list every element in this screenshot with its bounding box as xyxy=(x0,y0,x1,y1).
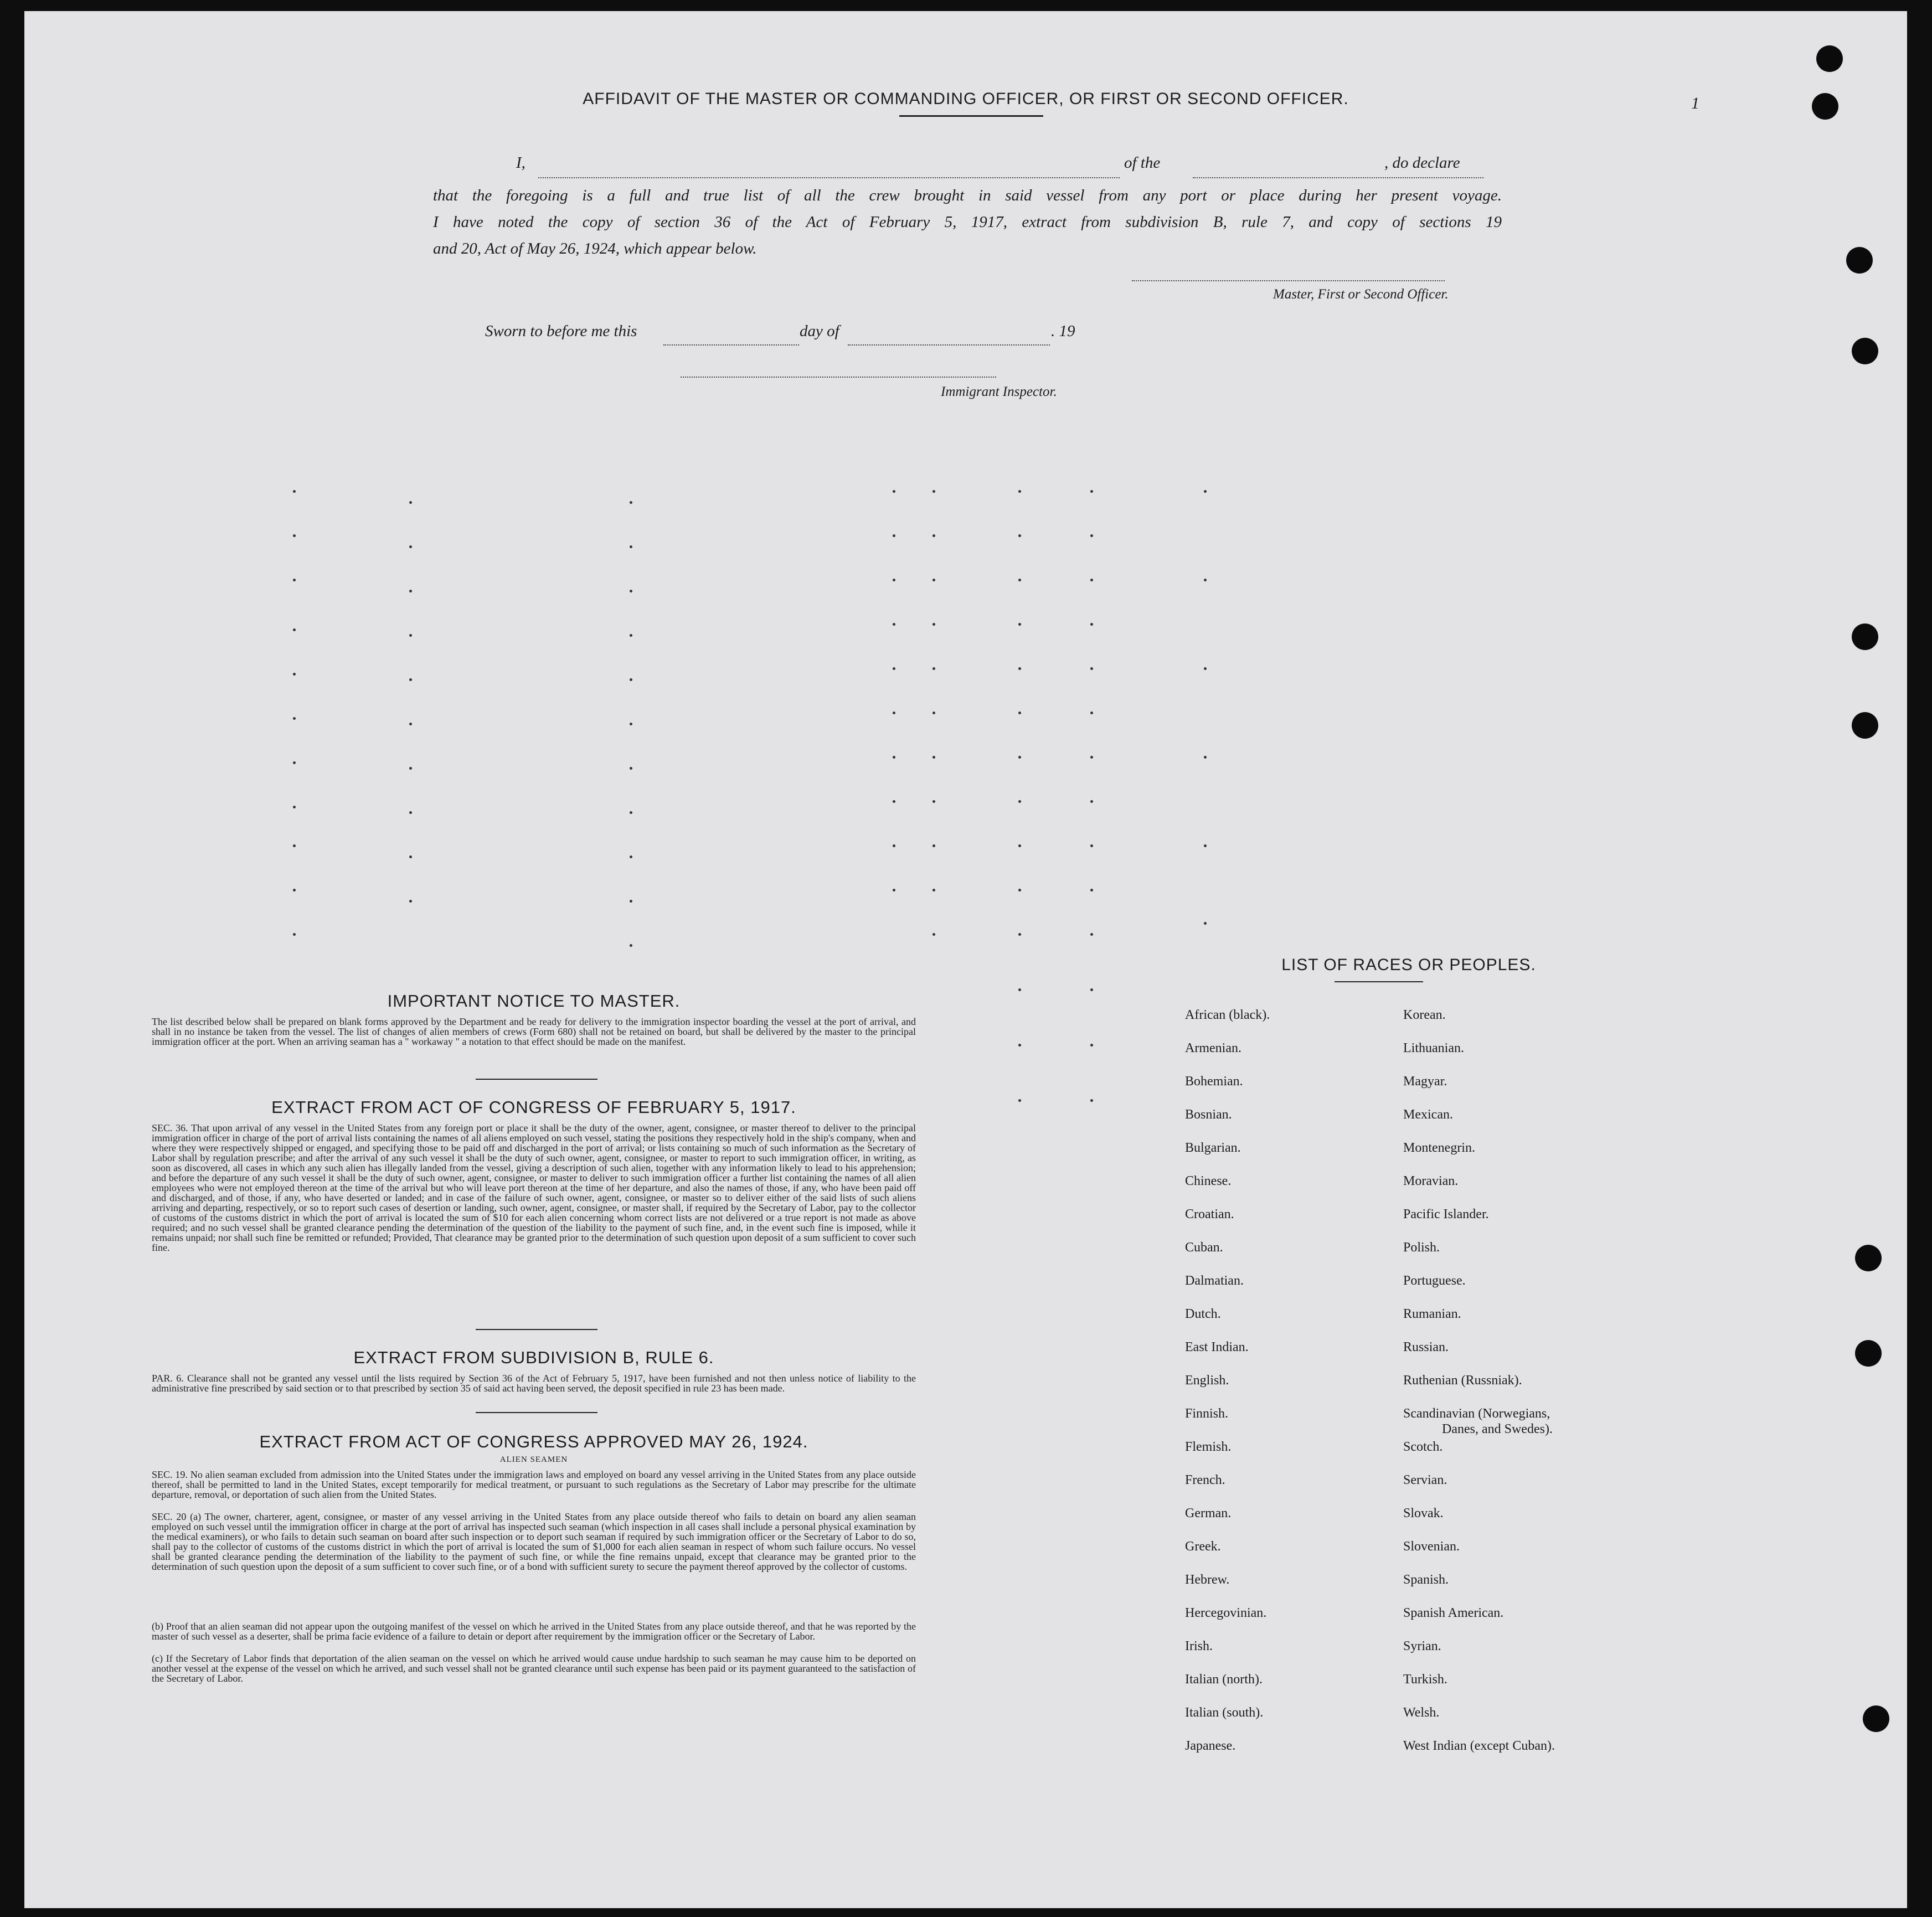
notice-title: IMPORTANT NOTICE TO MASTER. xyxy=(387,991,681,1011)
sec20c-text: (c) If the Secretary of Labor finds that deportation of the alien seaman on the vessel on which he arrived would cause undue hardship to such seaman he may cause him to be deported on another vessel at the expense of the vessel on which he arrived, and such vessel shall not be granted clearance until such expense has been paid or its payment guaranteed to the satisfaction of the Secretary of Labor. xyxy=(152,1653,916,1684)
extract-1924-title: EXTRACT FROM ACT OF CONGRESS APPROVED MAY 26, 1924. xyxy=(259,1432,808,1451)
race-item: Hercegovinian. xyxy=(1185,1606,1267,1620)
race-item: Pacific Islander. xyxy=(1403,1207,1489,1222)
race-item: Spanish American. xyxy=(1403,1606,1504,1620)
punch-hole xyxy=(1852,623,1878,650)
rule6-divider xyxy=(476,1412,597,1413)
race-item: Montenegrin. xyxy=(1403,1141,1475,1155)
race-item: Hebrew. xyxy=(1185,1573,1230,1587)
race-item: East Indian. xyxy=(1185,1340,1249,1354)
declaration-line-4: and 20, Act of May 26, 1924, which appear below. xyxy=(433,240,757,257)
race-item: Bulgarian. xyxy=(1185,1141,1241,1155)
race-item: Greek. xyxy=(1185,1539,1221,1554)
race-item: Danes, and Swedes). xyxy=(1442,1422,1553,1436)
race-item: Slovak. xyxy=(1403,1506,1444,1521)
race-item: Dalmatian. xyxy=(1185,1274,1244,1288)
sworn-start: Sworn to before me this xyxy=(485,322,637,340)
race-item: Irish. xyxy=(1185,1639,1213,1653)
sec20b-text: (b) Proof that an alien seaman did not appear upon the outgoing manifest of the vessel on which he arrived in the United States from any place outside thereof, and that he was reported by the master of such vessel as a deserter, shall be prima facie evidence of a failure to detain or deport after requirement by the immigration officer or the Secretary of Labor. xyxy=(152,1621,916,1642)
race-item: Italian (north). xyxy=(1185,1672,1263,1687)
race-item: Moravian. xyxy=(1403,1174,1459,1188)
races-right-column xyxy=(1403,1008,1663,1772)
race-item: Dutch. xyxy=(1185,1307,1221,1321)
race-item: Magyar. xyxy=(1403,1074,1447,1089)
race-item: Mexican. xyxy=(1403,1107,1453,1122)
line1-start: I, xyxy=(516,154,525,172)
race-item: Cuban. xyxy=(1185,1240,1223,1255)
sec20a-text: SEC. 20 (a) The owner, charterer, agent, consignee, or master of any vessel arriving in the United States from any place outside thereof who fails to detain on board any alien seaman employed on such vessel until the immigration officer in charge at the port of arrival has inspected such seaman (which inspection in all cases shall include a personal physical examination by the medical examiners), or who fails to detain such seaman on board after such inspection or to deport such seaman if required by such immigration officer or the Secretary of Labor to do so, shall pay to the collector of customs of the customs district in which the port of arrival is located the sum of $1,000 for each alien seaman in respect of whom such failure occurs. No vessel shall be granted clearance pending the determination of the liability to the payment of such fine, or while the fine remains unpaid, except that clearance may be granted prior to the determination of such question upon the deposit of a sum sufficient to cover such fine, or of a bond with sufficient surety to secure the payment thereof approved by the collector of customs. xyxy=(152,1511,916,1572)
extract-1917-divider xyxy=(476,1329,597,1330)
title-underline xyxy=(899,115,1043,117)
sworn-end: . 19 xyxy=(1051,322,1075,340)
race-item: Italian (south). xyxy=(1185,1705,1264,1720)
race-item: Korean. xyxy=(1403,1008,1446,1022)
race-item: Scotch. xyxy=(1403,1440,1443,1454)
master-caption: Master, First or Second Officer. xyxy=(1273,287,1449,302)
race-item: Syrian. xyxy=(1403,1639,1441,1653)
race-item: Welsh. xyxy=(1403,1705,1440,1720)
name-blank xyxy=(538,177,1120,178)
race-item: Flemish. xyxy=(1185,1440,1232,1454)
race-item: Portuguese. xyxy=(1403,1274,1466,1288)
rule6-text: PAR. 6. Clearance shall not be granted any vessel until the lists required by Section 36 of the Act of February 5, 1917, have been furnished and not then unless notice of liability to the administrative fine prescribed by said section or to that prescribed by section 35 of said act having been served, the deposit specified in rule 23 has been made. xyxy=(152,1373,916,1394)
inspector-signature-line xyxy=(681,377,996,378)
punch-hole xyxy=(1852,712,1878,739)
punch-hole xyxy=(1855,1340,1882,1367)
race-item: Lithuanian. xyxy=(1403,1041,1464,1055)
extract-1917-title: EXTRACT FROM ACT OF CONGRESS OF FEBRUARY 5, 1917. xyxy=(271,1097,796,1117)
day-blank xyxy=(663,344,799,346)
inspector-caption: Immigrant Inspector. xyxy=(941,384,1057,399)
month-blank xyxy=(848,344,1050,346)
race-item: Finnish. xyxy=(1185,1406,1229,1421)
affidavit-title: AFFIDAVIT OF THE MASTER OR COMMANDING OFFICER, OR FIRST OR SECOND OFFICER. xyxy=(583,90,1349,108)
races-divider xyxy=(1335,981,1423,982)
punch-hole xyxy=(1846,247,1873,274)
sec19-text: SEC. 19. No alien seaman excluded from admission into the United States under the immigration laws and employed on board any vessel arriving in the United States from any place outside thereof, shall be permitted to land in the United States, except temporarily for medical treatment, or pursuant to such regulations as the Secretary of Labor may prescribe for the ultimate departure, removal, or deportation of such alien from the United States. xyxy=(152,1469,916,1500)
punch-hole xyxy=(1863,1705,1889,1732)
race-item: Polish. xyxy=(1403,1240,1440,1255)
document-page xyxy=(24,11,1907,1908)
race-item: German. xyxy=(1185,1506,1232,1521)
punch-hole xyxy=(1855,1245,1882,1271)
race-item: Slovenian. xyxy=(1403,1539,1460,1554)
punch-hole xyxy=(1812,93,1838,120)
race-item: Ruthenian (Russniak). xyxy=(1403,1373,1522,1388)
races-title: LIST OF RACES OR PEOPLES. xyxy=(1281,956,1536,974)
race-item: Servian. xyxy=(1403,1473,1447,1487)
notice-text: The list described below shall be prepared on blank forms approved by the Department and be ready for delivery to the immigration inspector boarding the vessel at the port of arrival, and shall in no instance be taken from the vessel. The list of changes of alien members of crews (Form 680) shall not be retained on board, but shall be delivered by the master to the principal immigration officer at the port. When an arriving seaman has a " workaway " a notation to that effect should be made on the manifest. xyxy=(152,1016,916,1047)
line1-end: , do declare xyxy=(1384,154,1460,172)
race-item: Bohemian. xyxy=(1185,1074,1243,1089)
rule6-title: EXTRACT FROM SUBDIVISION B, RULE 6. xyxy=(353,1348,714,1367)
race-item: West Indian (except Cuban). xyxy=(1403,1739,1555,1753)
vessel-blank xyxy=(1193,177,1483,178)
punch-hole xyxy=(1816,45,1843,72)
notice-divider xyxy=(476,1079,597,1080)
sworn-mid: day of xyxy=(800,322,839,340)
sworn-line xyxy=(485,322,1116,350)
race-item: Bosnian. xyxy=(1185,1107,1232,1122)
master-signature-line xyxy=(1132,280,1445,281)
races-left-column xyxy=(1185,1008,1407,1772)
race-item: French. xyxy=(1185,1473,1225,1487)
race-item: African (black). xyxy=(1185,1008,1270,1022)
declaration-line-3: I have noted the copy of section 36 of the Act of February 5, 1917, extract from subdivision B, rule 7, and copy of sections 19 xyxy=(433,213,1502,231)
race-item: Turkish. xyxy=(1403,1672,1447,1687)
race-item: Russian. xyxy=(1403,1340,1449,1354)
race-item: Armenian. xyxy=(1185,1041,1241,1055)
declaration-line-2: that the foregoing is a full and true list of all the crew brought in said vessel from any port or place during her present voyage. xyxy=(433,187,1502,204)
race-item: Chinese. xyxy=(1185,1174,1232,1188)
page-number: 1 xyxy=(1691,94,1699,112)
race-item: Japanese. xyxy=(1185,1739,1236,1753)
declaration-line-1 xyxy=(433,154,1502,182)
race-item: Croatian. xyxy=(1185,1207,1234,1222)
alien-seamen-subtitle: ALIEN SEAMEN xyxy=(499,1455,568,1464)
race-item: English. xyxy=(1185,1373,1229,1388)
extract-1917-text: SEC. 36. That upon arrival of any vessel in the United States from any foreign port or place it shall be the duty of the owner, agent, consignee, or master thereof to deliver to the principal immigration officer in charge of the port of arrival lists containing the names of all aliens employed on such vessel, stating the positions they respectively hold in the ship's company, when and where they were respectively shipped or engaged, and specifying those to be paid off and discharged in the port of arrival; or lists containing so much of such information as the Secretary of Labor shall by regulation prescribe; and after the arrival of any such vessel it shall be the duty of such owner, agent, consignee, or master to report to such immigration officer, in writing, as soon as discovered, all cases in which any such alien has illegally landed from the vessel, giving a description of such alien, together with any information likely to lead to his apprehension; and before the departure of any such vessel it shall be the duty of such owner, agent, consignee, or master to deliver to such immigration officer a further list containing the names of all alien employees who were not employed thereon at the time of the arrival but who will leave port thereon at the time of her departure, and also the names of those, if any, who have been paid off and discharged, and of those, if any, who have deserted or landed; and in case of the failure of such owner, agent, consignee, or master so to deliver either of the said lists of such aliens arriving and departing, respectively, or so to report such cases of desertion or landing, such owner, agent, consignee, or master shall, if required by the Secretary of Labor, pay to the collector of customs of the customs district in which the port of arrival is located the sum of $10 for each alien concerning whom correct lists are not delivered or a true report is not made as above required; and no such vessel shall be granted clearance pending the determination of the question of the liability to the payment of such fine, and, in the event such fine is imposed, while it remains unpaid; nor shall such fine be remitted or refunded; Provided, That clearance may be granted prior to the determination of such question upon deposit of a sum sufficient to cover such fine. xyxy=(152,1122,916,1253)
race-item: Scandinavian (Norwegians, xyxy=(1403,1406,1550,1421)
line1-mid: of the xyxy=(1124,154,1161,172)
race-item: Spanish. xyxy=(1403,1573,1449,1587)
race-item: Rumanian. xyxy=(1403,1307,1461,1321)
punch-hole xyxy=(1852,338,1878,364)
